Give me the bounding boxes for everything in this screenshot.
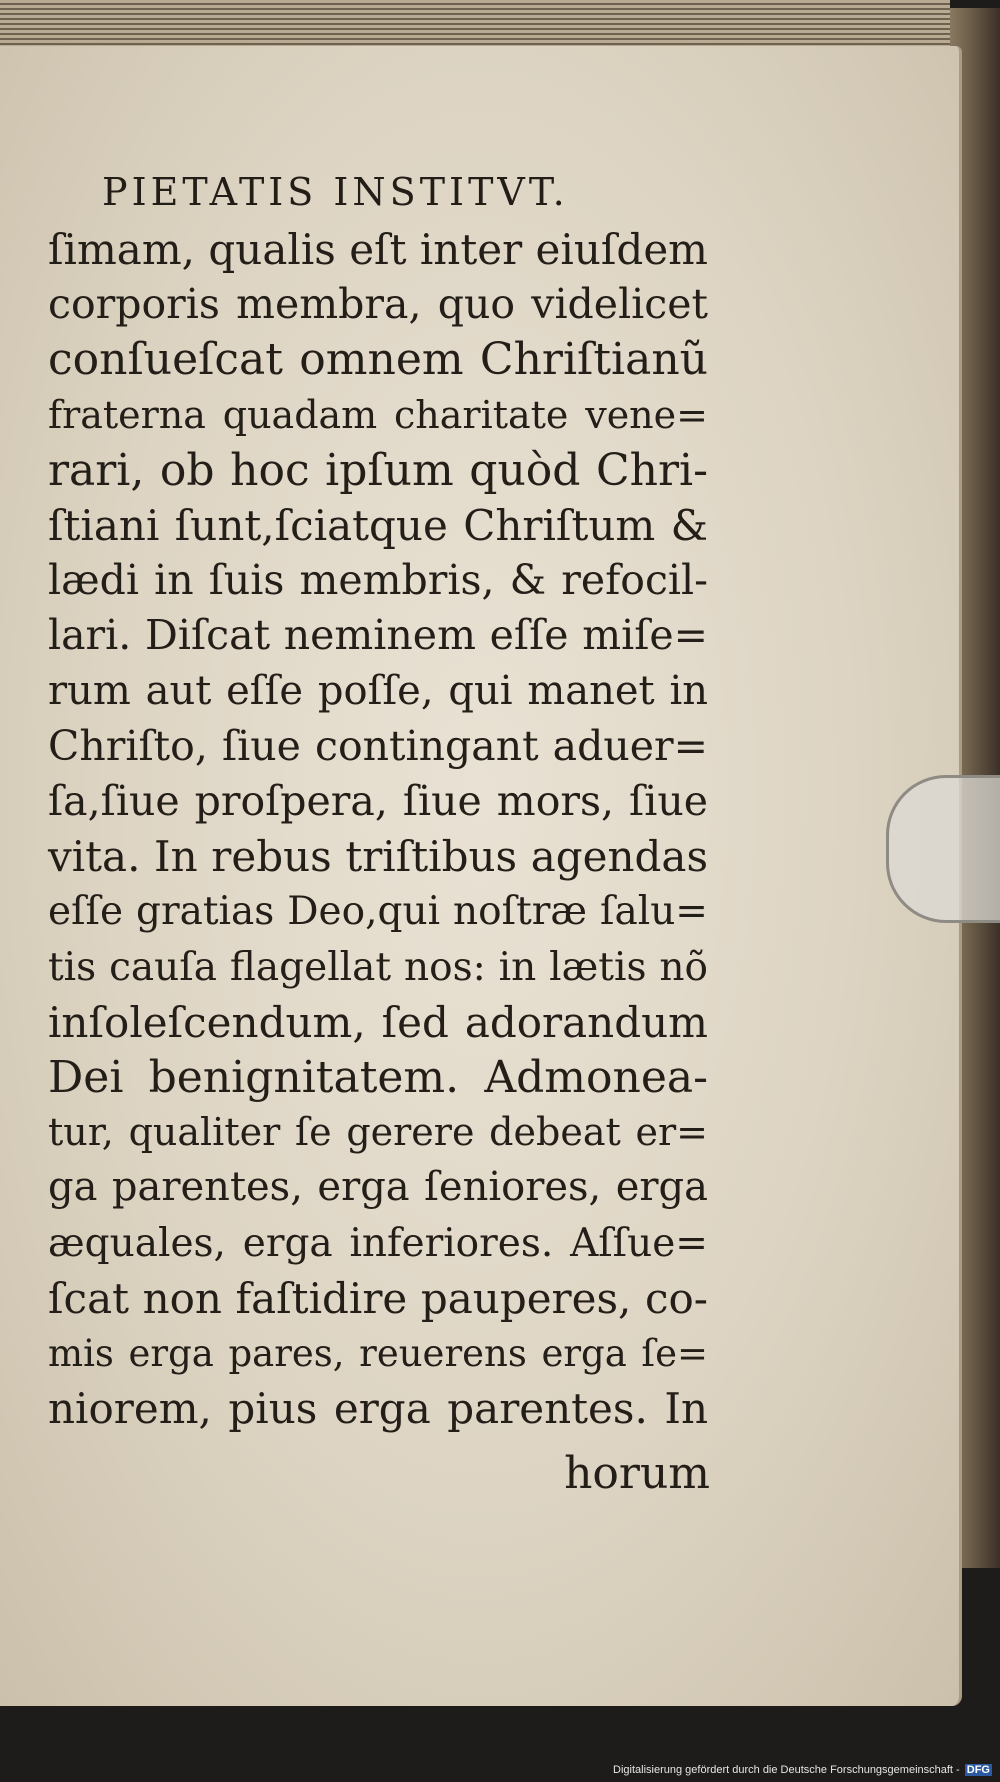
text-line: corporis membra, quo videlicet: [48, 280, 708, 329]
text-line: æquales, erga inferiores. Aſſue=: [48, 1220, 708, 1266]
text-line: ſimam, qualis eſt inter eiuſdem: [48, 225, 708, 274]
text-line: eſſe gratias Deo,qui noſtræ ſalu=: [48, 889, 708, 935]
body-text: [48, 222, 708, 1436]
text-line: fraterna quadam charitate vene=: [48, 392, 708, 437]
text-line: ſa,ſiue proſpera, ſiue mors, ſiue: [48, 777, 708, 826]
catchword: horum: [564, 1448, 710, 1499]
text-line: vita. In rebus triſtibus agendas: [48, 832, 708, 882]
digitization-credit: [613, 1764, 992, 1776]
dfg-logo: DFG: [966, 1764, 990, 1776]
text-line: Chriſto, ſiue contingant aduer=: [48, 721, 708, 770]
credit-text: Digitalisierung gefördert durch die Deutsche Forschungsgemeinschaft -: [613, 1764, 960, 1776]
text-line: lædi in ſuis membris, & refocil-: [48, 556, 708, 605]
text-line: tis cauſa flagellat nos: in lætis nõ: [48, 944, 708, 990]
running-head: PIETATIS INSTITVT.: [102, 170, 569, 214]
text-line: ſtiani ſunt,ſciatque Chriſtum &: [48, 501, 708, 551]
page-clip-tab: [886, 775, 1000, 923]
text-line: tur, qualiter ſe gerere debeat er=: [48, 1110, 708, 1155]
text-line: Dei benignitatem. Admonea-: [48, 1052, 708, 1104]
text-line: mis erga pares, reuerens erga ſe=: [48, 1332, 708, 1376]
text-line: rari, ob hoc ipſum quòd Chri-: [48, 444, 708, 496]
text-line: ſcat non faſtidire pauperes, co-: [48, 1273, 708, 1323]
text-line: niorem, pius erga parentes. In: [48, 1384, 708, 1434]
text-line: lari. Diſcat neminem eſſe miſe=: [48, 611, 708, 660]
text-line: conſueſcat omnem Chriſtianũ: [48, 334, 708, 386]
text-line: rum aut eſſe poſſe, qui manet in: [48, 667, 708, 714]
text-line: ga parentes, erga ſeniores, erga: [48, 1164, 708, 1211]
text-line: inſoleſcendum, ſed adorandum: [48, 997, 708, 1047]
